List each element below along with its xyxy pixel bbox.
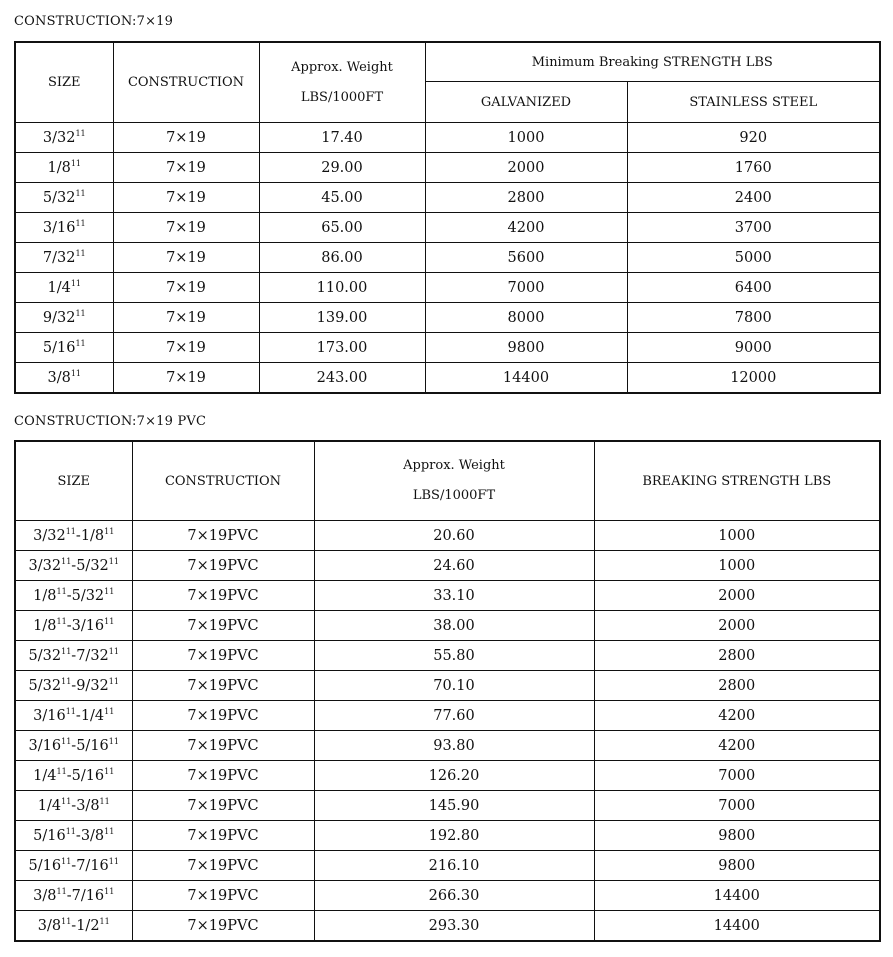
size-to-mark: 11 (104, 826, 115, 836)
cell-size (15, 333, 113, 363)
size-to: 1/2 (76, 917, 100, 934)
cell-breaking-strength: 7000 (594, 791, 880, 821)
size-from: 1/4 (33, 767, 57, 784)
size-from: 1/8 (33, 617, 57, 634)
cell-size-range (15, 671, 132, 701)
size-from: 3/32 (33, 527, 66, 544)
size-from: 3/16 (28, 737, 62, 754)
size-to: 3/16 (71, 617, 105, 634)
size-to-mark: 11 (108, 856, 119, 866)
cell-construction: 7×19PVC (132, 911, 314, 942)
table-row (15, 671, 880, 701)
cell-breaking-strength: 9800 (594, 821, 880, 851)
table-row (15, 641, 880, 671)
cell-stainless-steel: 12000 (627, 363, 880, 394)
cell-weight: 17.40 (259, 123, 425, 153)
size-separator: - (71, 857, 77, 874)
size-mark: 11 (70, 368, 82, 378)
size-to: 7/32 (76, 647, 109, 664)
size-to-mark: 11 (108, 676, 119, 686)
table-row (15, 303, 880, 333)
cell-size-range (15, 581, 132, 611)
table-row (15, 521, 880, 551)
cell-size (15, 243, 113, 273)
cell-breaking-strength: 9800 (594, 851, 880, 881)
table-row (15, 821, 880, 851)
size-from-mark: 11 (56, 586, 67, 596)
size-mark: 11 (75, 218, 86, 228)
size-to: 1/8 (80, 527, 105, 544)
table-row (15, 911, 880, 942)
cell-construction: 7×19 (113, 183, 259, 213)
cell-construction: 7×19PVC (132, 701, 314, 731)
cell-size-range (15, 761, 132, 791)
size-separator: - (75, 527, 81, 544)
cell-construction: 7×19 (113, 213, 259, 243)
table-row (15, 551, 880, 581)
size-from-mark: 11 (61, 556, 72, 566)
cell-size-range (15, 851, 132, 881)
cell-construction: 7×19PVC (132, 521, 314, 551)
header-size: SIZE (15, 42, 113, 123)
cell-size-range (15, 551, 132, 581)
cell-construction: 7×19 (113, 303, 259, 333)
cell-size (15, 303, 113, 333)
size-to-mark: 11 (108, 736, 119, 746)
cell-galvanized: 5600 (425, 243, 627, 273)
size-to-mark: 11 (104, 886, 115, 896)
table-row (15, 881, 880, 911)
size-separator: - (66, 767, 72, 784)
size-to-mark: 11 (99, 796, 110, 806)
size-separator: - (75, 827, 81, 844)
cell-weight: 173.00 (259, 333, 425, 363)
cell-weight: 243.00 (259, 363, 425, 394)
table-row (15, 183, 880, 213)
size-value: 3/8 (47, 369, 71, 386)
header-min-breaking-strength: Minimum Breaking STRENGTH LBS (425, 42, 880, 82)
table-row (15, 791, 880, 821)
size-value: 5/16 (42, 339, 76, 356)
size-from-mark: 11 (65, 706, 76, 716)
size-separator: - (71, 737, 77, 754)
size-mark: 11 (70, 158, 82, 168)
header-breaking-strength: BREAKING STRENGTH LBS (594, 441, 880, 521)
cell-construction: 7×19PVC (132, 761, 314, 791)
table-row (15, 581, 880, 611)
table-row (15, 731, 880, 761)
cell-size-range (15, 881, 132, 911)
cell-weight: 86.00 (259, 243, 425, 273)
size-from: 5/32 (28, 677, 62, 694)
size-to-mark: 11 (99, 916, 110, 926)
size-to-mark: 11 (108, 556, 119, 566)
cell-breaking-strength: 2800 (594, 671, 880, 701)
cell-construction: 7×19PVC (132, 791, 314, 821)
size-from-mark: 11 (56, 766, 67, 776)
cell-weight: 20.60 (314, 521, 594, 551)
size-to: 9/32 (76, 677, 109, 694)
size-to: 7/16 (76, 857, 109, 874)
size-to-mark: 11 (104, 706, 115, 716)
cell-size-range (15, 731, 132, 761)
cell-weight: 77.60 (314, 701, 594, 731)
cell-stainless-steel: 6400 (627, 273, 880, 303)
cell-breaking-strength: 2800 (594, 641, 880, 671)
cell-galvanized: 2000 (425, 153, 627, 183)
cell-stainless-steel: 5000 (627, 243, 880, 273)
cell-construction: 7×19 (113, 243, 259, 273)
size-from: 1/4 (37, 797, 62, 814)
size-from: 3/32 (28, 557, 62, 574)
cell-weight: 45.00 (259, 183, 425, 213)
wire-rope-7x19-pvc-table (14, 440, 881, 942)
cell-breaking-strength: 1000 (594, 551, 880, 581)
size-value: 3/32 (42, 129, 76, 146)
size-from: 3/8 (33, 887, 57, 904)
cell-construction: 7×19PVC (132, 851, 314, 881)
size-to: 5/32 (76, 557, 109, 574)
cell-size-range (15, 641, 132, 671)
cell-size-range (15, 821, 132, 851)
cell-weight: 29.00 (259, 153, 425, 183)
size-from: 5/32 (28, 647, 62, 664)
size-separator: - (66, 617, 72, 634)
size-to: 7/16 (71, 887, 105, 904)
table1-caption: CONSTRUCTION:7×19 (14, 14, 174, 29)
cell-construction: 7×19 (113, 363, 259, 394)
size-to: 3/8 (80, 827, 105, 844)
size-from: 1/8 (33, 587, 57, 604)
size-from-mark: 11 (61, 796, 72, 806)
cell-galvanized: 4200 (425, 213, 627, 243)
table-row (15, 701, 880, 731)
cell-breaking-strength: 1000 (594, 521, 880, 551)
size-from-mark: 11 (61, 856, 72, 866)
size-from-mark: 11 (65, 826, 76, 836)
wire-rope-7x19-table (14, 41, 881, 394)
size-to: 5/16 (76, 737, 109, 754)
cell-galvanized: 1000 (425, 123, 627, 153)
table2-body (15, 521, 880, 942)
cell-size-range (15, 521, 132, 551)
cell-stainless-steel: 920 (627, 123, 880, 153)
cell-galvanized: 9800 (425, 333, 627, 363)
cell-weight: 38.00 (314, 611, 594, 641)
cell-weight: 93.80 (314, 731, 594, 761)
size-from: 5/16 (28, 857, 62, 874)
size-to-mark: 11 (108, 646, 119, 656)
cell-breaking-strength: 4200 (594, 701, 880, 731)
header-weight (259, 42, 425, 123)
header-weight-line1: Approx. Weight (403, 458, 505, 473)
cell-weight: 55.80 (314, 641, 594, 671)
cell-weight: 139.00 (259, 303, 425, 333)
table2-caption: CONSTRUCTION:7×19 PVC (14, 414, 207, 429)
size-value: 9/32 (42, 309, 76, 326)
table-row (15, 333, 880, 363)
cell-size-range (15, 701, 132, 731)
size-value: 3/16 (42, 219, 76, 236)
table-row (15, 123, 880, 153)
cell-breaking-strength: 7000 (594, 761, 880, 791)
cell-size (15, 363, 113, 394)
size-to-mark: 11 (104, 766, 115, 776)
size-mark: 11 (75, 128, 86, 138)
size-value: 1/8 (47, 159, 71, 176)
size-mark: 11 (75, 338, 86, 348)
cell-construction: 7×19PVC (132, 611, 314, 641)
header-weight-line1: Approx. Weight (291, 59, 393, 75)
table-row (15, 851, 880, 881)
header-construction: CONSTRUCTION (132, 441, 314, 521)
header-weight (314, 441, 594, 521)
cell-construction: 7×19PVC (132, 551, 314, 581)
cell-construction: 7×19 (113, 123, 259, 153)
cell-weight: 266.30 (314, 881, 594, 911)
table-row (15, 363, 880, 394)
size-separator: - (71, 677, 77, 694)
cell-breaking-strength: 14400 (594, 881, 880, 911)
size-to-mark: 11 (104, 586, 115, 596)
size-from: 3/16 (33, 707, 66, 724)
cell-stainless-steel: 3700 (627, 213, 880, 243)
cell-galvanized: 2800 (425, 183, 627, 213)
size-to-mark: 11 (104, 526, 115, 536)
size-mark: 11 (75, 308, 86, 318)
size-value: 5/32 (42, 189, 76, 206)
size-value: 7/32 (42, 249, 76, 266)
size-to-mark: 11 (104, 616, 115, 626)
cell-weight: 216.10 (314, 851, 594, 881)
cell-construction: 7×19PVC (132, 821, 314, 851)
cell-weight: 293.30 (314, 911, 594, 942)
size-separator: - (75, 707, 81, 724)
header-weight-line2: LBS/1000FT (412, 488, 496, 503)
cell-stainless-steel: 9000 (627, 333, 880, 363)
cell-breaking-strength: 2000 (594, 581, 880, 611)
size-from-mark: 11 (65, 526, 76, 536)
cell-size-range (15, 791, 132, 821)
cell-weight: 24.60 (314, 551, 594, 581)
table-row (15, 153, 880, 183)
size-from-mark: 11 (61, 676, 72, 686)
cell-stainless-steel: 2400 (627, 183, 880, 213)
size-mark: 11 (75, 248, 86, 258)
size-separator: - (71, 647, 77, 664)
size-separator: - (71, 797, 77, 814)
header-weight-line2: LBS/1000FT (300, 89, 384, 105)
table-row (15, 243, 880, 273)
cell-weight: 33.10 (314, 581, 594, 611)
size-mark: 11 (75, 188, 86, 198)
cell-size-range (15, 911, 132, 942)
cell-galvanized: 14400 (425, 363, 627, 394)
size-from-mark: 11 (61, 916, 72, 926)
size-from-mark: 11 (61, 736, 72, 746)
table-row (15, 273, 880, 303)
cell-weight: 192.80 (314, 821, 594, 851)
cell-galvanized: 8000 (425, 303, 627, 333)
cell-weight: 110.00 (259, 273, 425, 303)
cell-construction: 7×19 (113, 153, 259, 183)
header-galvanized: GALVANIZED (425, 82, 627, 123)
cell-size (15, 123, 113, 153)
size-value: 1/4 (47, 279, 71, 296)
size-to: 1/4 (80, 707, 105, 724)
cell-size (15, 273, 113, 303)
size-from-mark: 11 (56, 616, 67, 626)
table-row (15, 761, 880, 791)
size-separator: - (66, 887, 72, 904)
table1-body (15, 123, 880, 394)
cell-construction: 7×19PVC (132, 641, 314, 671)
size-separator: - (71, 557, 77, 574)
table-row (15, 611, 880, 641)
cell-weight: 70.10 (314, 671, 594, 701)
table-row (15, 213, 880, 243)
size-from-mark: 11 (61, 646, 72, 656)
cell-weight: 65.00 (259, 213, 425, 243)
cell-size (15, 213, 113, 243)
size-from-mark: 11 (56, 886, 67, 896)
header-stainless-steel: STAINLESS STEEL (627, 82, 880, 123)
cell-size (15, 153, 113, 183)
cell-breaking-strength: 4200 (594, 731, 880, 761)
size-separator: - (66, 587, 72, 604)
cell-construction: 7×19PVC (132, 671, 314, 701)
cell-construction: 7×19 (113, 333, 259, 363)
cell-weight: 145.90 (314, 791, 594, 821)
cell-size-range (15, 611, 132, 641)
cell-breaking-strength: 14400 (594, 911, 880, 942)
cell-construction: 7×19PVC (132, 881, 314, 911)
size-from: 5/16 (33, 827, 66, 844)
header-construction: CONSTRUCTION (113, 42, 259, 123)
cell-stainless-steel: 1760 (627, 153, 880, 183)
cell-construction: 7×19PVC (132, 581, 314, 611)
cell-size (15, 183, 113, 213)
header-size: SIZE (15, 441, 132, 521)
size-to: 5/16 (71, 767, 105, 784)
size-to: 3/8 (76, 797, 100, 814)
cell-weight: 126.20 (314, 761, 594, 791)
size-from: 3/8 (37, 917, 62, 934)
size-separator: - (71, 917, 77, 934)
cell-galvanized: 7000 (425, 273, 627, 303)
cell-breaking-strength: 2000 (594, 611, 880, 641)
size-to: 5/32 (71, 587, 105, 604)
cell-construction: 7×19 (113, 273, 259, 303)
size-mark: 11 (70, 278, 82, 288)
cell-construction: 7×19PVC (132, 731, 314, 761)
cell-stainless-steel: 7800 (627, 303, 880, 333)
